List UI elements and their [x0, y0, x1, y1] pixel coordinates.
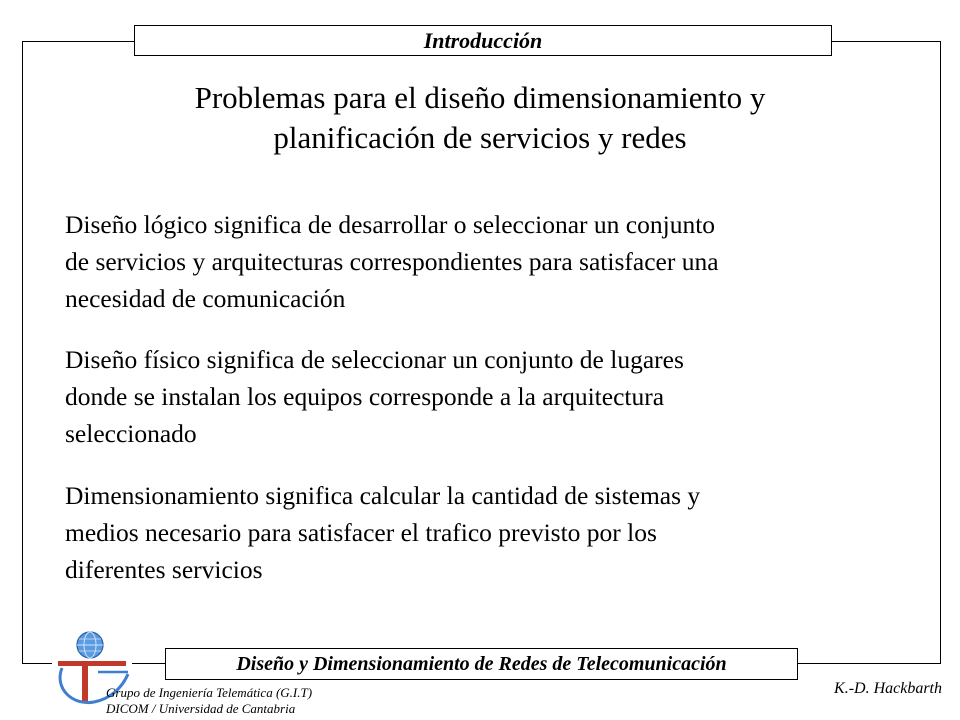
paragraph-physical-design — [65, 341, 895, 452]
group-name: Grupo de Ingeniería Telemática (G.I.T) — [106, 685, 313, 700]
institution-name: DICOM / Universidad de Cantabria — [106, 701, 296, 716]
paragraph-line: Diseño físico significa de seleccionar un conjunto de lugares — [65, 345, 684, 374]
paragraph-dimensioning — [65, 477, 895, 588]
course-title: Diseño y Dimensionamiento de Redes de Telecomunicación — [236, 652, 727, 675]
paragraph-line: de servicios y arquitecturas correspondientes para satisfacer una — [65, 247, 719, 276]
section-header — [134, 25, 832, 56]
paragraph-line: Diseño lógico significa de desarrollar o seleccionar un conjunto — [65, 210, 716, 239]
paragraph-logical-design — [65, 206, 895, 317]
paragraph-line: necesidad de comunicación — [65, 284, 346, 313]
course-footer — [165, 648, 798, 680]
author-name: K.-D. Hackbarth — [834, 680, 942, 697]
slide-title — [60, 78, 900, 158]
title-line-2: planificación de servicios y redes — [273, 120, 687, 155]
section-title: Introducción — [423, 27, 543, 53]
paragraph-line: donde se instalan los equipos corresponde a la arquitectura — [65, 382, 665, 411]
paragraph-line: Dimensionamiento significa calcular la cantidad de sistemas y — [65, 481, 701, 510]
paragraph-line: diferentes servicios — [65, 555, 263, 584]
paragraph-line: seleccionado — [65, 419, 197, 448]
title-line-1: Problemas para el diseño dimensionamiento y — [194, 80, 766, 115]
paragraph-line: medios necesario para satisfacer el trafico previsto por los — [65, 518, 657, 547]
